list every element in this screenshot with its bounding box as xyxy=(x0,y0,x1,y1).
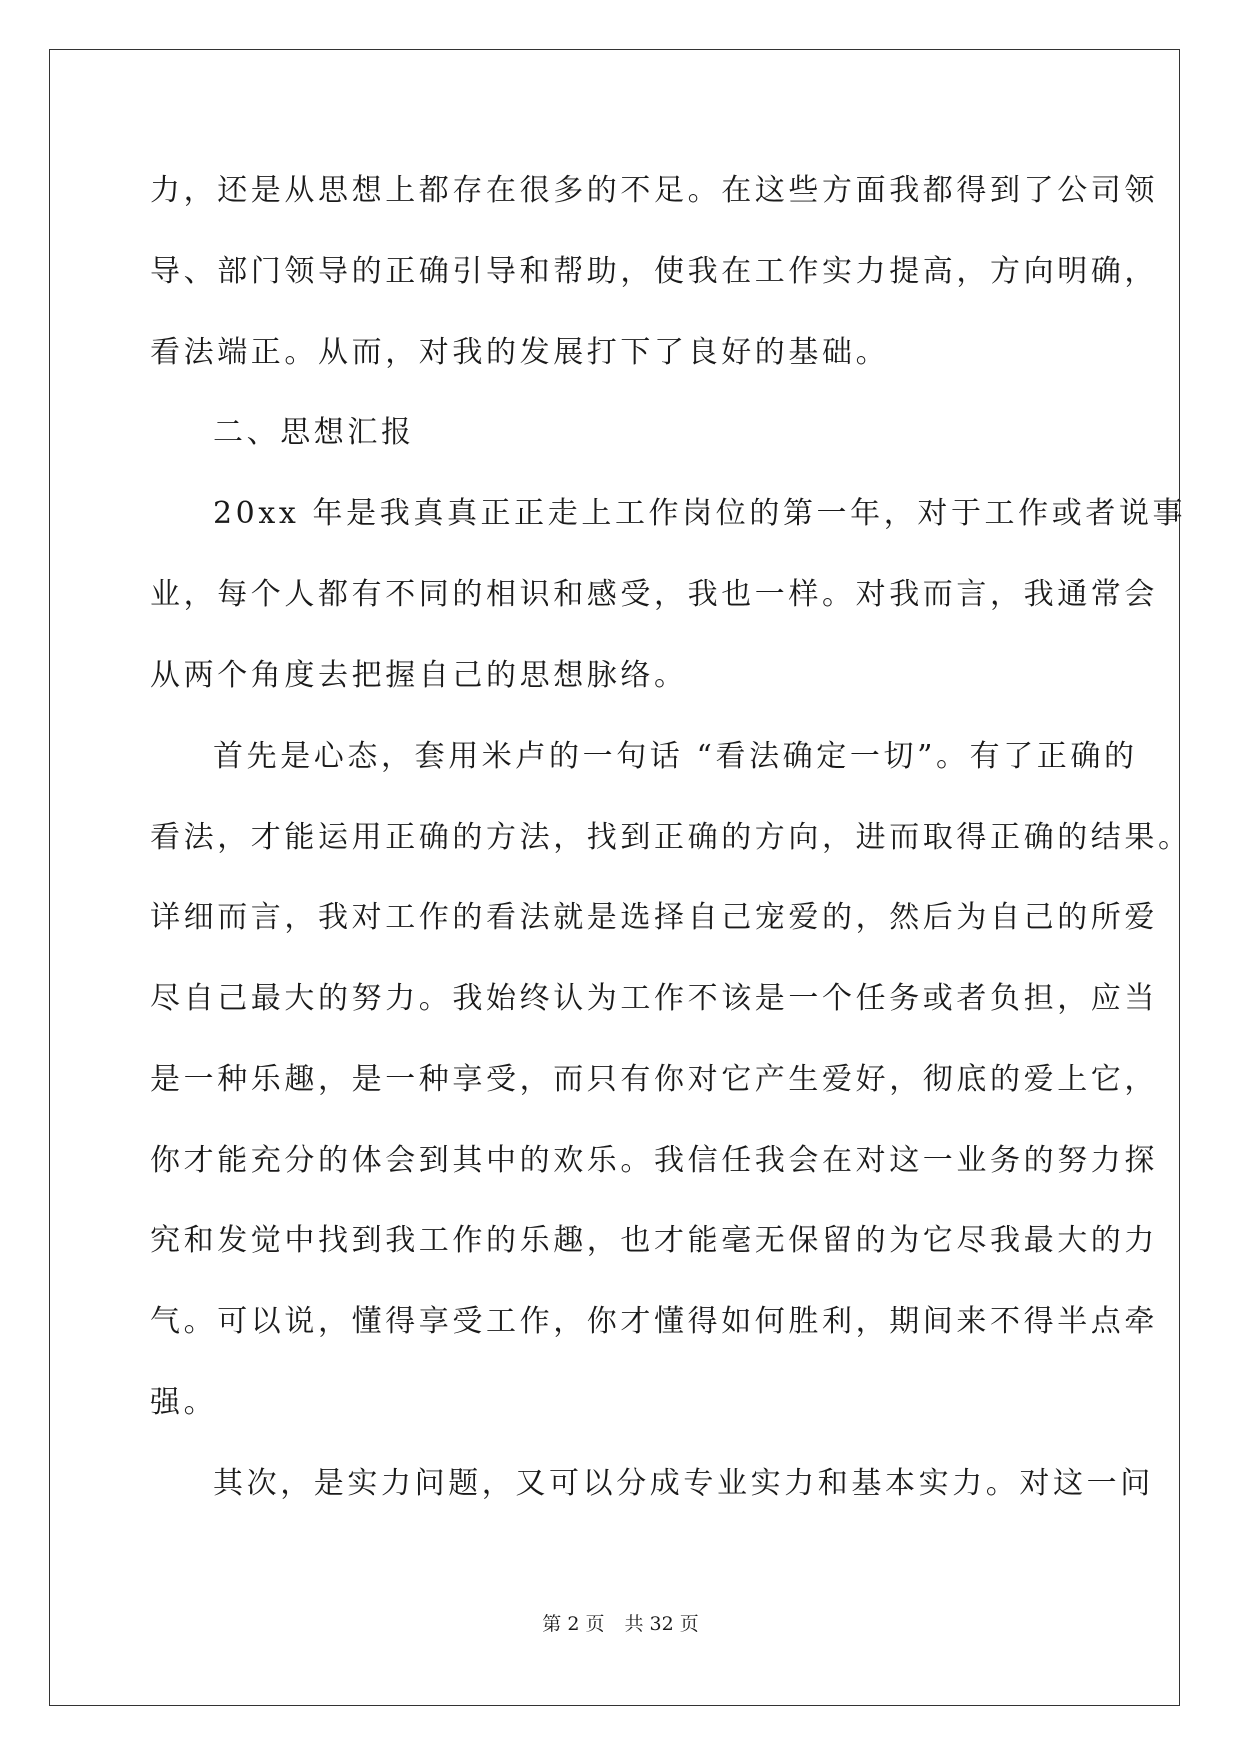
text-line: 业，每个人都有不同的相识和感受，我也一样。对我而言，我通常会 xyxy=(150,577,1158,612)
text-line: 强。 xyxy=(150,1385,218,1420)
text-line: 究和发觉中找到我工作的乐趣，也才能毫无保留的为它尽我最大的力 xyxy=(150,1223,1158,1258)
text-line: 气。可以说，懂得享受工作，你才懂得如何胜利，期间来不得半点牵 xyxy=(150,1304,1158,1339)
text-line: 看法，才能运用正确的方法，找到正确的方向，进而取得正确的结果。 xyxy=(150,820,1192,855)
page-footer xyxy=(0,1612,1241,1636)
section-heading: 二、思想汇报 xyxy=(213,415,415,450)
text-line: 20xx 年是我真真正正走上工作岗位的第一年，对于工作或者说事 xyxy=(213,496,1187,531)
text-line: 是一种乐趣，是一种享受，而只有你对它产生爱好，彻底的爱上它， xyxy=(150,1062,1158,1097)
text-line: 力，还是从思想上都存在很多的不足。在这些方面我都得到了公司领 xyxy=(150,173,1158,208)
text-line: 看法端正。从而，对我的发展打下了良好的基础。 xyxy=(150,335,890,370)
page-border xyxy=(49,49,1180,1706)
text-line: 你才能充分的体会到其中的欢乐。我信任我会在对这一业务的努力探 xyxy=(150,1143,1158,1178)
text-line: 导、部门领导的正确引导和帮助，使我在工作实力提高，方向明确， xyxy=(150,254,1158,289)
text-line: 其次，是实力问题，又可以分成专业实力和基本实力。对这一问 xyxy=(213,1466,1154,1501)
page-total: 共 32 页 xyxy=(624,1613,699,1635)
text-line: 尽自己最大的努力。我始终认为工作不该是一个任务或者负担，应当 xyxy=(150,981,1158,1016)
text-line: 详细而言，我对工作的看法就是选择自己宠爱的，然后为自己的所爱 xyxy=(150,900,1158,935)
text-line: 从两个角度去把握自己的思想脉络。 xyxy=(150,658,688,693)
page-number: 第 2 页 xyxy=(542,1613,605,1635)
text-line: 首先是心态，套用米卢的一句话 “看法确定一切”。有了正确的 xyxy=(213,739,1138,774)
